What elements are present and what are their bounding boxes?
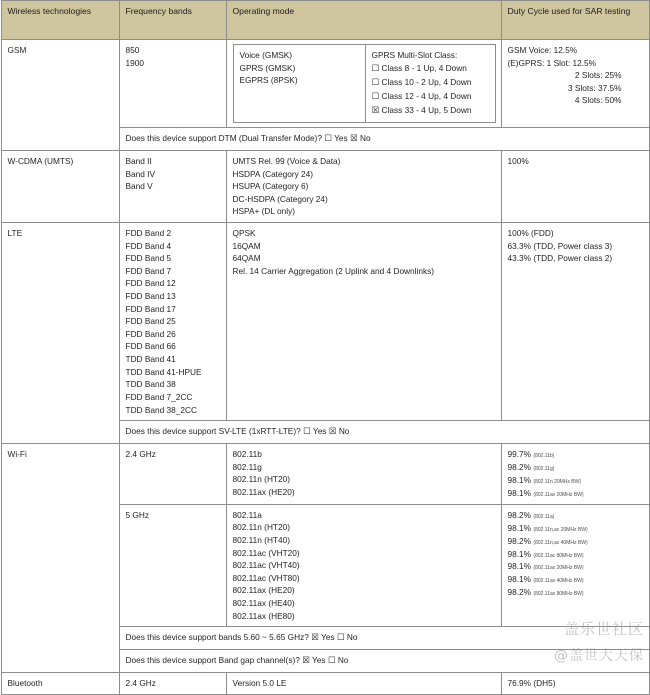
wifi-mode: 802.11n (HT20) bbox=[232, 522, 290, 533]
lte-carrier-aggregation-bands bbox=[126, 391, 221, 416]
cell-bluetooth-duty-cycle: 76.9% (DH5) bbox=[501, 673, 649, 695]
cell-gsm-bands bbox=[119, 40, 226, 128]
gsm-mode-split bbox=[233, 44, 496, 123]
gsm-duty-gprs-slot1: (E)GPRS: 1 Slot: 12.5% bbox=[507, 57, 597, 68]
wifi-gap-yes-label: Yes bbox=[312, 655, 326, 666]
cell-lte-operating-mode bbox=[226, 222, 501, 420]
wifi-duty-entry bbox=[508, 461, 644, 474]
wifi-duty-note: (802.11ax 20MHz BW) bbox=[533, 565, 584, 572]
wifi-duty-entry bbox=[508, 548, 644, 561]
wcdma-band: Band V bbox=[125, 181, 153, 192]
wifi-mode: 802.11g bbox=[232, 461, 262, 472]
cell-gsm-technology: GSM bbox=[1, 40, 119, 151]
wifi-duty-note: (802.11n,ac 20MHz BW) bbox=[533, 526, 588, 533]
wifi-duty-entry bbox=[508, 560, 644, 573]
wifi-duty-entry bbox=[508, 535, 644, 548]
gprs-class-option[interactable] bbox=[372, 104, 490, 118]
lte-band: FDD Band 7 bbox=[125, 265, 172, 276]
cell-wcdma-duty-cycle: 100% bbox=[501, 150, 649, 222]
wifi-mode: 802.11a bbox=[232, 509, 262, 520]
gprs-class-label: Class 33 - 4 Up, 5 Down bbox=[381, 104, 472, 115]
cell-wifi-24ghz-band: 2.4 GHz bbox=[119, 444, 226, 505]
lte-band: FDD Band 2 bbox=[125, 227, 172, 238]
header-duty-cycle: Duty Cycle used for SAR testing bbox=[501, 1, 649, 40]
wifi-duty-value: 98.1% bbox=[507, 574, 532, 585]
wifi-band-question-text: Does this device support bands 5.60 ~ 5.65 GHz? bbox=[125, 632, 309, 643]
wcdma-mode: HSDPA (Category 24) bbox=[232, 168, 314, 179]
lte-duty: 100% (FDD) bbox=[507, 227, 554, 238]
cell-gsm-operating-mode bbox=[226, 40, 501, 128]
checkbox-checked-icon[interactable]: ☒ bbox=[371, 105, 380, 116]
cell-lte-technology: LTE bbox=[1, 222, 119, 443]
lte-band: FDD Band 66 bbox=[125, 341, 176, 352]
wifi-gap-question-text: Does this device support Band gap channel(s)? bbox=[125, 655, 300, 666]
gsm-modulation-list bbox=[233, 45, 365, 123]
gsm-duty-slot: 2 Slots: 25% bbox=[574, 70, 622, 81]
cell-lte-duty-cycle bbox=[501, 222, 649, 420]
wifi-duty-value: 99.7% bbox=[507, 449, 532, 460]
table-header bbox=[1, 1, 649, 40]
header-frequency-bands: Frequency bands bbox=[119, 1, 226, 40]
lte-band: TDD Band 41 bbox=[125, 354, 176, 365]
lte-band: FDD Band 13 bbox=[125, 291, 176, 302]
wifi-mode: 802.11n (HT20) bbox=[232, 474, 290, 485]
wcdma-mode: UMTS Rel. 99 (Voice & Data) bbox=[232, 155, 341, 166]
checkbox-unchecked-icon[interactable]: ☐ bbox=[371, 91, 380, 102]
cell-wifi-technology: Wi-Fi bbox=[1, 444, 119, 673]
lte-mode: Rel. 14 Carrier Aggregation (2 Uplink and 4 Downlinks) bbox=[232, 265, 435, 276]
cell-bluetooth-mode: Version 5.0 LE bbox=[226, 673, 501, 695]
wifi-duty-entry bbox=[508, 509, 644, 522]
gsm-mode: EGPRS (8PSK) bbox=[239, 75, 298, 86]
wifi-duty-value: 98.2% bbox=[507, 509, 532, 520]
wifi-duty-note: (802.11n 20MHz BW) bbox=[533, 478, 582, 485]
checkbox-checked-icon[interactable]: ☒ bbox=[349, 133, 358, 144]
gprs-multislot-class-list bbox=[365, 45, 495, 123]
wifi-duty-note: (802.11ax 40MHz BW) bbox=[533, 578, 584, 585]
wifi-band-no-label: No bbox=[346, 632, 358, 643]
svlte-question-text: Does this device support SV-LTE (1xRTT-LTE)? bbox=[125, 426, 301, 437]
lte-duty: 43.3% (TDD, Power class 2) bbox=[507, 253, 613, 264]
cell-bluetooth-technology: Bluetooth bbox=[1, 673, 119, 695]
wifi-mode: 802.11n (HT40) bbox=[232, 535, 290, 546]
header-operating-mode: Operating mode bbox=[226, 1, 501, 40]
cell-wifi-24ghz-duty-cycle bbox=[501, 444, 649, 505]
dtm-question-text: Does this device support DTM (Dual Transfer Mode)? bbox=[125, 132, 322, 143]
wifi-duty-entry bbox=[508, 586, 644, 599]
cell-wifi-24ghz-modes bbox=[226, 444, 501, 505]
gprs-class-label: Class 12 - 4 Up, 4 Down bbox=[381, 90, 472, 101]
table-row-gsm bbox=[1, 40, 649, 128]
header-row bbox=[1, 1, 649, 40]
wifi-duty-value: 98.2% bbox=[507, 535, 532, 546]
svlte-no-label: No bbox=[338, 426, 350, 437]
gprs-multislot-title: GPRS Multi-Slot Class: bbox=[371, 50, 458, 60]
wifi-mode: 802.11ax (HE80) bbox=[232, 610, 295, 621]
cell-gsm-duty-cycle bbox=[501, 40, 649, 128]
gsm-duty-voice: GSM Voice: 12.5% bbox=[507, 45, 578, 55]
wifi-duty-value: 98.1% bbox=[507, 548, 532, 559]
cell-wcdma-technology: W-CDMA (UMTS) bbox=[1, 150, 119, 222]
checkbox-unchecked-icon[interactable]: ☐ bbox=[336, 633, 345, 644]
svlte-yes-label: Yes bbox=[312, 426, 327, 437]
cell-wcdma-operating-mode bbox=[226, 150, 501, 222]
wifi-duty-note: (802.11ax 80MHz BW) bbox=[533, 591, 584, 598]
lte-band: TDD Band 38 bbox=[125, 379, 176, 390]
wifi-gap-no-label: No bbox=[337, 655, 349, 666]
checkbox-unchecked-icon[interactable]: ☐ bbox=[371, 63, 380, 74]
watermark-community: 盖乐世社区 bbox=[563, 620, 644, 638]
wifi-duty-note: (802.11ac 80MHz BW) bbox=[533, 552, 584, 559]
wifi-duty-entry bbox=[508, 573, 644, 586]
cell-wifi-band-question bbox=[119, 627, 649, 650]
gsm-band: 1900 bbox=[125, 57, 144, 68]
wcdma-mode: DC-HSDPA (Category 24) bbox=[232, 193, 328, 204]
cell-lte-bands bbox=[119, 222, 226, 420]
wifi-duty-value: 98.1% bbox=[507, 487, 532, 498]
wifi-mode: 802.11ax (HE40) bbox=[232, 598, 295, 609]
table-row-bluetooth bbox=[1, 673, 649, 695]
wifi-duty-value: 98.2% bbox=[507, 462, 532, 473]
gprs-class-option[interactable] bbox=[372, 90, 490, 104]
gprs-class-option[interactable] bbox=[372, 76, 490, 90]
wifi-duty-note: (802.11b) bbox=[533, 453, 555, 460]
lte-duty: 63.3% (TDD, Power class 3) bbox=[507, 240, 613, 251]
lte-mode: 16QAM bbox=[232, 240, 261, 251]
gsm-band: 850 bbox=[125, 45, 140, 55]
wifi-duty-value: 98.2% bbox=[507, 587, 532, 598]
lte-band: FDD Band 26 bbox=[125, 328, 176, 339]
checkbox-unchecked-icon[interactable]: ☐ bbox=[324, 133, 332, 144]
wifi-duty-value: 98.1% bbox=[507, 561, 532, 572]
cell-dtm-question bbox=[119, 127, 649, 150]
checkbox-unchecked-icon[interactable]: ☐ bbox=[371, 77, 380, 88]
lte-mode: 64QAM bbox=[232, 253, 261, 264]
cell-wcdma-bands bbox=[119, 150, 226, 222]
lte-band: FDD Band 5 bbox=[125, 253, 172, 264]
lte-band: FDD Band 25 bbox=[125, 316, 176, 327]
lte-band: FDD Band 17 bbox=[125, 303, 176, 314]
dtm-no-label: No bbox=[360, 132, 371, 143]
gprs-class-option[interactable] bbox=[372, 62, 490, 76]
wifi-duty-value: 98.1% bbox=[507, 474, 532, 485]
wcdma-band: Band II bbox=[125, 155, 152, 166]
cell-wifi-5ghz-duty-cycle bbox=[501, 504, 649, 626]
wifi-duty-note: (802.11n,ac 40MHz BW) bbox=[533, 539, 588, 546]
wifi-mode: 802.11ac (VHT80) bbox=[232, 572, 300, 583]
checkbox-checked-icon[interactable]: ☒ bbox=[328, 427, 337, 438]
gprs-class-label: Class 10 - 2 Up, 4 Down bbox=[381, 76, 472, 87]
wifi-duty-entry bbox=[508, 487, 644, 500]
cell-wifi-5ghz-band: 5 GHz bbox=[119, 504, 226, 626]
lte-band: TDD Band 41-HPUE bbox=[125, 366, 202, 377]
dtm-yes-label: Yes bbox=[334, 132, 348, 143]
wifi-mode: 802.11ac (VHT20) bbox=[232, 547, 300, 558]
wifi-mode: 802.11ax (HE20) bbox=[232, 585, 295, 596]
wifi-mode: 802.11b bbox=[232, 449, 262, 460]
gprs-class-label: Class 8 - 1 Up, 4 Down bbox=[381, 62, 467, 73]
wifi-mode: 802.11ax (HE20) bbox=[232, 487, 295, 497]
wifi-mode: 802.11ac (VHT40) bbox=[232, 560, 300, 571]
header-wireless-technologies: Wireless technologies bbox=[1, 1, 119, 40]
wifi-duty-note: (802.11g) bbox=[533, 466, 555, 473]
lte-mode: QPSK bbox=[232, 227, 256, 238]
wifi-duty-value: 98.1% bbox=[507, 522, 532, 533]
checkbox-unchecked-icon[interactable]: ☐ bbox=[327, 656, 336, 667]
gsm-duty-slot: 4 Slots: 50% bbox=[574, 95, 622, 106]
lte-band-2cc: FDD Band 7_2CC bbox=[125, 391, 193, 402]
wcdma-mode: HSUPA (Category 6) bbox=[232, 181, 309, 192]
checkbox-checked-icon[interactable]: ☒ bbox=[311, 633, 319, 644]
gsm-duty-slot: 3 Slots: 37.5% bbox=[567, 82, 622, 93]
cell-bluetooth-band: 2.4 GHz bbox=[119, 673, 226, 695]
cell-wifi-gap-question bbox=[119, 650, 649, 673]
wifi-duty-entry bbox=[508, 522, 644, 535]
lte-band-2cc: TDD Band 38_2CC bbox=[125, 404, 197, 415]
cell-wifi-5ghz-modes bbox=[226, 504, 501, 626]
table-body bbox=[1, 40, 649, 695]
wcdma-band: Band IV bbox=[125, 168, 156, 179]
watermark-author: @盖世大天保 bbox=[554, 648, 644, 664]
wifi-duty-note: (802.11a) bbox=[533, 513, 555, 520]
table-row-wcdma bbox=[1, 150, 649, 222]
wcdma-mode: HSPA+ (DL only) bbox=[232, 206, 295, 217]
lte-band: FDD Band 12 bbox=[125, 278, 176, 289]
table-row-wifi-24ghz bbox=[1, 444, 649, 505]
lte-band: FDD Band 4 bbox=[125, 240, 172, 251]
sar-specification-table bbox=[1, 0, 650, 695]
cell-svlte-question bbox=[119, 421, 649, 444]
wifi-duty-note: (802.11ax 20MHz BW) bbox=[533, 491, 584, 498]
wifi-band-yes-label: Yes bbox=[321, 632, 335, 643]
table-row-lte bbox=[1, 222, 649, 420]
gsm-mode: Voice (GMSK) bbox=[239, 50, 293, 60]
checkbox-unchecked-icon[interactable]: ☐ bbox=[303, 427, 311, 438]
wifi-duty-entry bbox=[508, 448, 644, 461]
wifi-duty-entry bbox=[508, 474, 644, 487]
gsm-mode: GPRS (GMSK) bbox=[239, 62, 296, 73]
checkbox-checked-icon[interactable]: ☒ bbox=[302, 656, 310, 667]
